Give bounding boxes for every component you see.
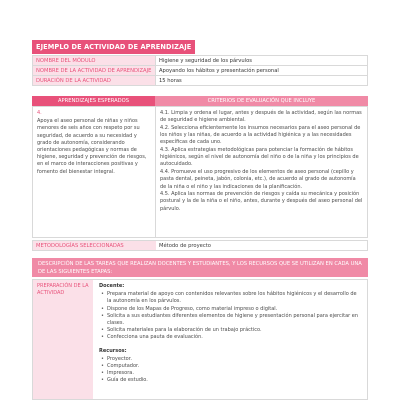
list-item: • Confecciona una pauta de evaluación. xyxy=(99,334,361,341)
module-row xyxy=(33,56,368,66)
activity-banner: EJEMPLO DE ACTIVIDAD DE APRENDIZAJE xyxy=(32,40,195,54)
description-heading: DESCRIPCIÓN DE LAS TAREAS QUE REALIZAN DOCENTES Y ESTUDIANTES, Y LOS RECURSOS QUE SE UTILIZAN EN CADA UNA DE LAS SIGUIENTES ETAPAS: xyxy=(32,258,368,277)
criteria-body xyxy=(32,106,368,238)
expected-learning-heading: APRENDIZAJES ESPERADOS xyxy=(32,96,155,106)
module-value: Higiene y seguridad de los párvulos xyxy=(156,56,368,66)
expected-learning-cell xyxy=(33,107,156,237)
methodology-row xyxy=(32,240,368,251)
expected-learning-number: 4. xyxy=(37,110,42,116)
list-item: • Prepara material de apoyo con contenidos relevantes sobre los hábitos higiénicos y el desarrollo de la autonomía en los párvulos. xyxy=(99,291,361,305)
docente-list xyxy=(99,291,361,341)
preparation-content xyxy=(93,280,367,399)
list-item: • Guía de estudio. xyxy=(99,377,361,384)
criterion-item: 4.3. Aplica estrategias metodológicas para potenciar la formación de hábitos higiénicos, según el nivel de autonomía del niño o de la niña y los principios de autocuidado. xyxy=(160,147,359,168)
criterion-item: 4.1. Limpia y ordena el lugar, antes y después de la actividad, según las normas de seguridad e higiene ambiental. xyxy=(160,110,362,124)
docente-title: Docente: xyxy=(99,283,125,289)
evaluation-criteria-list xyxy=(156,107,367,237)
expected-learning-text: Apoya el aseo personal de niñas y niños menores de seis años con respeto por su seguridad, de acuerdo a su necesidad y grado de autonomía, considerando orientaciones pedagógicas y normas de higiene, seguridad y prevención de riesgos, en el marco de interacciones positivas y fomento del bienestar integral. xyxy=(37,118,147,175)
list-item: • Solicita materiales para la elaboración de un trabajo práctico. xyxy=(99,327,361,334)
recursos-title: Recursos: xyxy=(99,347,127,354)
list-item: • Proyector. xyxy=(99,356,361,363)
activity-name-row xyxy=(33,66,368,76)
duration-value: 15 horas xyxy=(156,76,368,86)
methodology-label: METODOLOGÍAS SELECCIONADAS xyxy=(33,241,156,250)
activity-name-value: Apoyando los hábitos y presentación personal xyxy=(156,66,368,76)
preparation-label: PREPARACIÓN DE LA ACTIVIDAD xyxy=(33,280,93,399)
duration-label: DURACIÓN DE LA ACTIVIDAD xyxy=(33,76,156,86)
list-item: • Impresora. xyxy=(99,370,361,377)
criteria-header xyxy=(32,96,368,106)
criterion-item: 4.5. Aplica las normas de prevención de riesgos y caída su mecánica y posición postural y la de la niña o el niño, antes, durante y después del aseo personal del párvulo. xyxy=(160,191,363,212)
activity-preparation xyxy=(32,279,368,400)
criterion-item: 4.4. Promueve el uso progresivo de los elementos de aseo personal (cepillo y pasta dental, peineta, jabón, colonia, etc.), de acuerdo al grado de autonomía de la niña o el niño y las indicaciones de la planificación. xyxy=(160,169,356,190)
list-item: • Computador. xyxy=(99,363,361,370)
list-item: • Solicita a sus estudiantes diferentes elementos de higiene y presentación personal para ejercitar en clases. xyxy=(99,313,361,327)
list-item: • Dispone de los Mapas de Progreso, como material impreso o digital. xyxy=(99,306,361,313)
duration-row xyxy=(33,76,368,86)
recursos-list xyxy=(99,356,361,385)
evaluation-criteria-heading: CRITERIOS DE EVALUACIÓN QUE INCLUYE xyxy=(155,96,368,106)
activity-name-label: NOMBRE DE LA ACTIVIDAD DE APRENDIZAJE xyxy=(33,66,156,76)
methodology-value: Método de proyecto xyxy=(159,243,211,249)
criterion-item: 4.2. Selecciona eficientemente los insumos necesarios para el aseo personal de los niños y las niñas, de acuerdo a la actividad higiénica y a las necesidades específicas de cada uno. xyxy=(160,124,361,146)
module-label: NOMBRE DEL MÓDULO xyxy=(33,56,156,66)
module-info-table xyxy=(32,55,368,86)
